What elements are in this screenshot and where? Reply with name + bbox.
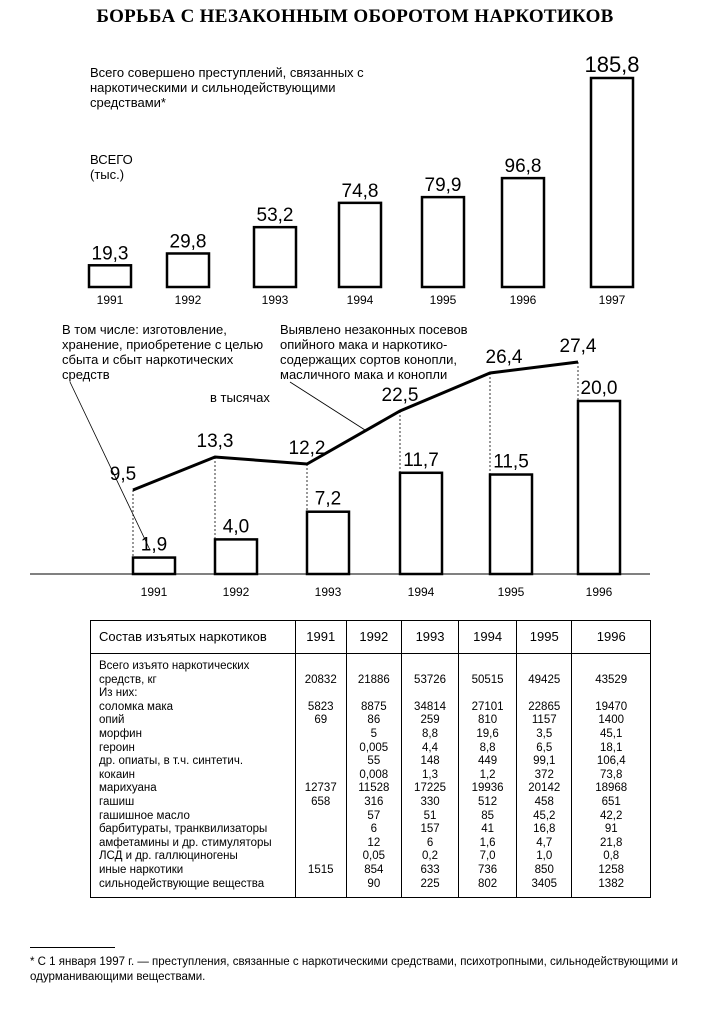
table-cell: 4,4 [401,742,458,756]
table-cell: 19470 [572,701,651,715]
table-cell: 1400 [572,714,651,728]
table-cell: 91 [572,823,651,837]
table-cell: 18968 [572,782,651,796]
table-cell: 1,0 [517,850,572,864]
table-row [91,796,651,810]
bar-value-label: 20,0 [580,378,618,399]
table-cell: 12 [346,837,401,851]
bar-value-label: 53,2 [256,205,294,227]
table-cell: 3405 [517,878,572,898]
row-label: барбитураты, транквилизаторы [91,823,296,837]
row-label: гашиш [91,796,296,810]
table-cell: 1382 [572,878,651,898]
table-cell: 854 [346,864,401,878]
bar-value-label: 1,9 [140,534,168,556]
table-cell: 6,5 [517,742,572,756]
table-row [91,864,651,878]
bar [339,203,381,287]
line-value-label: 9,5 [109,464,137,485]
table-cell [401,687,458,701]
table-cell: 53726 [401,674,458,688]
table-cell: 1,2 [459,769,517,783]
bar [490,475,532,574]
table-cell: 73,8 [572,769,651,783]
table-cell: 449 [459,755,517,769]
table-cell: 1,3 [401,769,458,783]
table-row [91,878,651,898]
table-cell: 50515 [459,674,517,688]
table-cell [295,742,346,756]
row-label: иные наркотики [91,864,296,878]
table-cell [346,687,401,701]
callout-line [290,382,365,430]
table-cell: 6 [401,837,458,851]
table-cell: 11528 [346,782,401,796]
row-label: амфетамины и др. стимуляторы [91,837,296,851]
table-row [91,714,651,728]
table-cell: 8,8 [401,728,458,742]
table-cell: 0,008 [346,769,401,783]
table-cell: 55 [346,755,401,769]
table-row [91,850,651,864]
bar [578,401,620,574]
table-cell: 34814 [401,701,458,715]
x-tick-label: 1991 [96,293,124,307]
line-value-label: 26,4 [485,347,523,368]
footnote: * С 1 января 1997 г. — преступления, связанные с наркотическими средствами, психотропными, сильнодействующими и одурманивающими веществами. [30,956,678,983]
line-series-legend: Выявлено незаконных посевов опийного мака и наркотико-содержащих сортов конопли, масличного мака и конопли [280,322,468,382]
table-cell [295,728,346,742]
table-cell [346,654,401,674]
column-header: 1995 [517,621,572,654]
table-cell: 372 [517,769,572,783]
bar [400,473,442,574]
table-cell: 69 [295,714,346,728]
bar [89,265,131,287]
table-cell: 20832 [295,674,346,688]
table-cell: 20142 [517,782,572,796]
seized-drugs-table [90,620,651,898]
table-cell: 85 [459,810,517,824]
table-row [91,837,651,851]
table-cell [295,810,346,824]
row-label: ЛСД и др. галлюциногены [91,850,296,864]
row-label: Всего изъято наркотических [91,654,296,674]
table-cell: 736 [459,864,517,878]
x-tick-label: 1996 [585,585,613,599]
table-cell: 1258 [572,864,651,878]
x-tick-label: 1997 [598,293,626,307]
table-cell: 19936 [459,782,517,796]
x-tick-label: 1992 [222,585,250,599]
table-cell: 49425 [517,674,572,688]
table-cell: 21886 [346,674,401,688]
table-row [91,823,651,837]
table-cell: 3,5 [517,728,572,742]
table-cell: 90 [346,878,401,898]
table-cell: 458 [517,796,572,810]
table-cell: 633 [401,864,458,878]
table-cell: 0,2 [401,850,458,864]
table-cell: 57 [346,810,401,824]
bar [215,539,257,574]
table-cell: 1515 [295,864,346,878]
row-label: героин [91,742,296,756]
x-tick-label: 1996 [509,293,537,307]
bar-value-label: 74,8 [341,180,379,202]
table-cell: 45,2 [517,810,572,824]
table-cell: 19,6 [459,728,517,742]
table-cell: 8,8 [459,742,517,756]
unit-label: в тысячах [210,390,270,405]
table-cell: 42,2 [572,810,651,824]
bar-value-label: 29,8 [169,231,207,253]
top-chart-title: Всего совершено преступлений, связанных с наркотическими и сильнодействующими средствами* [90,65,364,110]
table-cell [572,654,651,674]
row-label: гашишное масло [91,810,296,824]
table-cell [295,769,346,783]
table-cell: 225 [401,878,458,898]
row-label: средств, кг [91,674,296,688]
table-cell [295,837,346,851]
bar-value-label: 79,9 [424,175,462,197]
bar-value-label: 11,5 [493,451,529,473]
table-cell: 0,05 [346,850,401,864]
x-tick-label: 1992 [174,293,202,307]
column-header: 1991 [295,621,346,654]
table-cell [572,687,651,701]
table-cell: 17225 [401,782,458,796]
line-value-label: 12,2 [288,438,326,459]
table-cell: 51 [401,810,458,824]
table-cell: 802 [459,878,517,898]
bar [591,78,633,287]
footnote-rule [30,947,115,948]
table-cell: 0,8 [572,850,651,864]
column-header: 1993 [401,621,458,654]
bar-value-label: 11,7 [403,449,439,471]
table-cell: 0,005 [346,742,401,756]
bar-value-label: 185,8 [584,52,640,77]
table-cell: 43529 [572,674,651,688]
table-cell: 810 [459,714,517,728]
bar [422,197,464,287]
column-header: 1992 [346,621,401,654]
row-label: сильнодействующие вещества [91,878,296,898]
callout-line [70,382,150,550]
table-cell: 148 [401,755,458,769]
page-title: БОРЬБА С НЕЗАКОННЫМ ОБОРОТОМ НАРКОТИКОВ [96,6,614,27]
table-cell: 99,1 [517,755,572,769]
line-value-label: 27,4 [559,336,597,357]
bar-series-legend: В том числе: изготовление, хранение, приобретение с целью сбыта и сбыт наркотических средств [62,322,264,382]
table-cell: 259 [401,714,458,728]
x-tick-label: 1993 [314,585,342,599]
table-cell: 4,7 [517,837,572,851]
row-label: морфин [91,728,296,742]
bar [133,558,175,574]
x-tick-label: 1991 [140,585,168,599]
table-row [91,701,651,715]
table-cell: 512 [459,796,517,810]
table-header-row [91,621,651,654]
table-row [91,687,651,701]
table-cell: 21,8 [572,837,651,851]
table-cell: 22865 [517,701,572,715]
table-cell: 658 [295,796,346,810]
bar [254,227,296,287]
table-cell [517,654,572,674]
line-value-label: 22,5 [381,385,419,406]
table-cell [517,687,572,701]
table-row [91,755,651,769]
table-row [91,674,651,688]
table-cell: 6 [346,823,401,837]
column-header: Состав изъятых наркотиков [91,621,296,654]
table-cell [295,850,346,864]
row-label: марихуана [91,782,296,796]
table-cell: 45,1 [572,728,651,742]
table-row [91,728,651,742]
top-chart-ylabel: ВСЕГО (тыс.) [90,152,133,182]
x-tick-label: 1995 [429,293,457,307]
bar [502,178,544,287]
table-cell: 7,0 [459,850,517,864]
table-cell: 27101 [459,701,517,715]
x-tick-label: 1994 [407,585,435,599]
table-cell: 5 [346,728,401,742]
table-row [91,769,651,783]
table-cell: 106,4 [572,755,651,769]
x-tick-label: 1994 [346,293,374,307]
table-cell: 5823 [295,701,346,715]
row-label: соломка мака [91,701,296,715]
table-cell: 850 [517,864,572,878]
table-cell: 41 [459,823,517,837]
bar-value-label: 19,3 [91,243,129,265]
column-header: 1994 [459,621,517,654]
row-label: кокаин [91,769,296,783]
table-row [91,810,651,824]
bar [167,253,209,287]
table-cell [401,654,458,674]
bar [307,512,349,574]
bar-value-label: 96,8 [504,156,542,178]
row-label: опий [91,714,296,728]
table-cell: 8875 [346,701,401,715]
table-cell [295,755,346,769]
table-row [91,742,651,756]
row-label: Из них: [91,687,296,701]
row-label: др. опиаты, в т.ч. синтетич. [91,755,296,769]
table-cell: 651 [572,796,651,810]
table-cell [295,878,346,898]
table-row [91,782,651,796]
table-cell [295,823,346,837]
table-cell: 86 [346,714,401,728]
bar-value-label: 4,0 [222,516,250,538]
table-cell [459,687,517,701]
table-cell [459,654,517,674]
x-tick-label: 1995 [497,585,525,599]
table-cell: 18,1 [572,742,651,756]
table-row [91,654,651,674]
table-cell: 12737 [295,782,346,796]
bar-value-label: 7,2 [314,488,342,510]
table-cell: 157 [401,823,458,837]
table-cell: 16,8 [517,823,572,837]
table-cell: 1157 [517,714,572,728]
column-header: 1996 [572,621,651,654]
line-value-label: 13,3 [196,431,234,452]
x-tick-label: 1993 [261,293,289,307]
table-cell: 1,6 [459,837,517,851]
table-cell: 330 [401,796,458,810]
table-cell [295,654,346,674]
table-cell [295,687,346,701]
table-cell: 316 [346,796,401,810]
